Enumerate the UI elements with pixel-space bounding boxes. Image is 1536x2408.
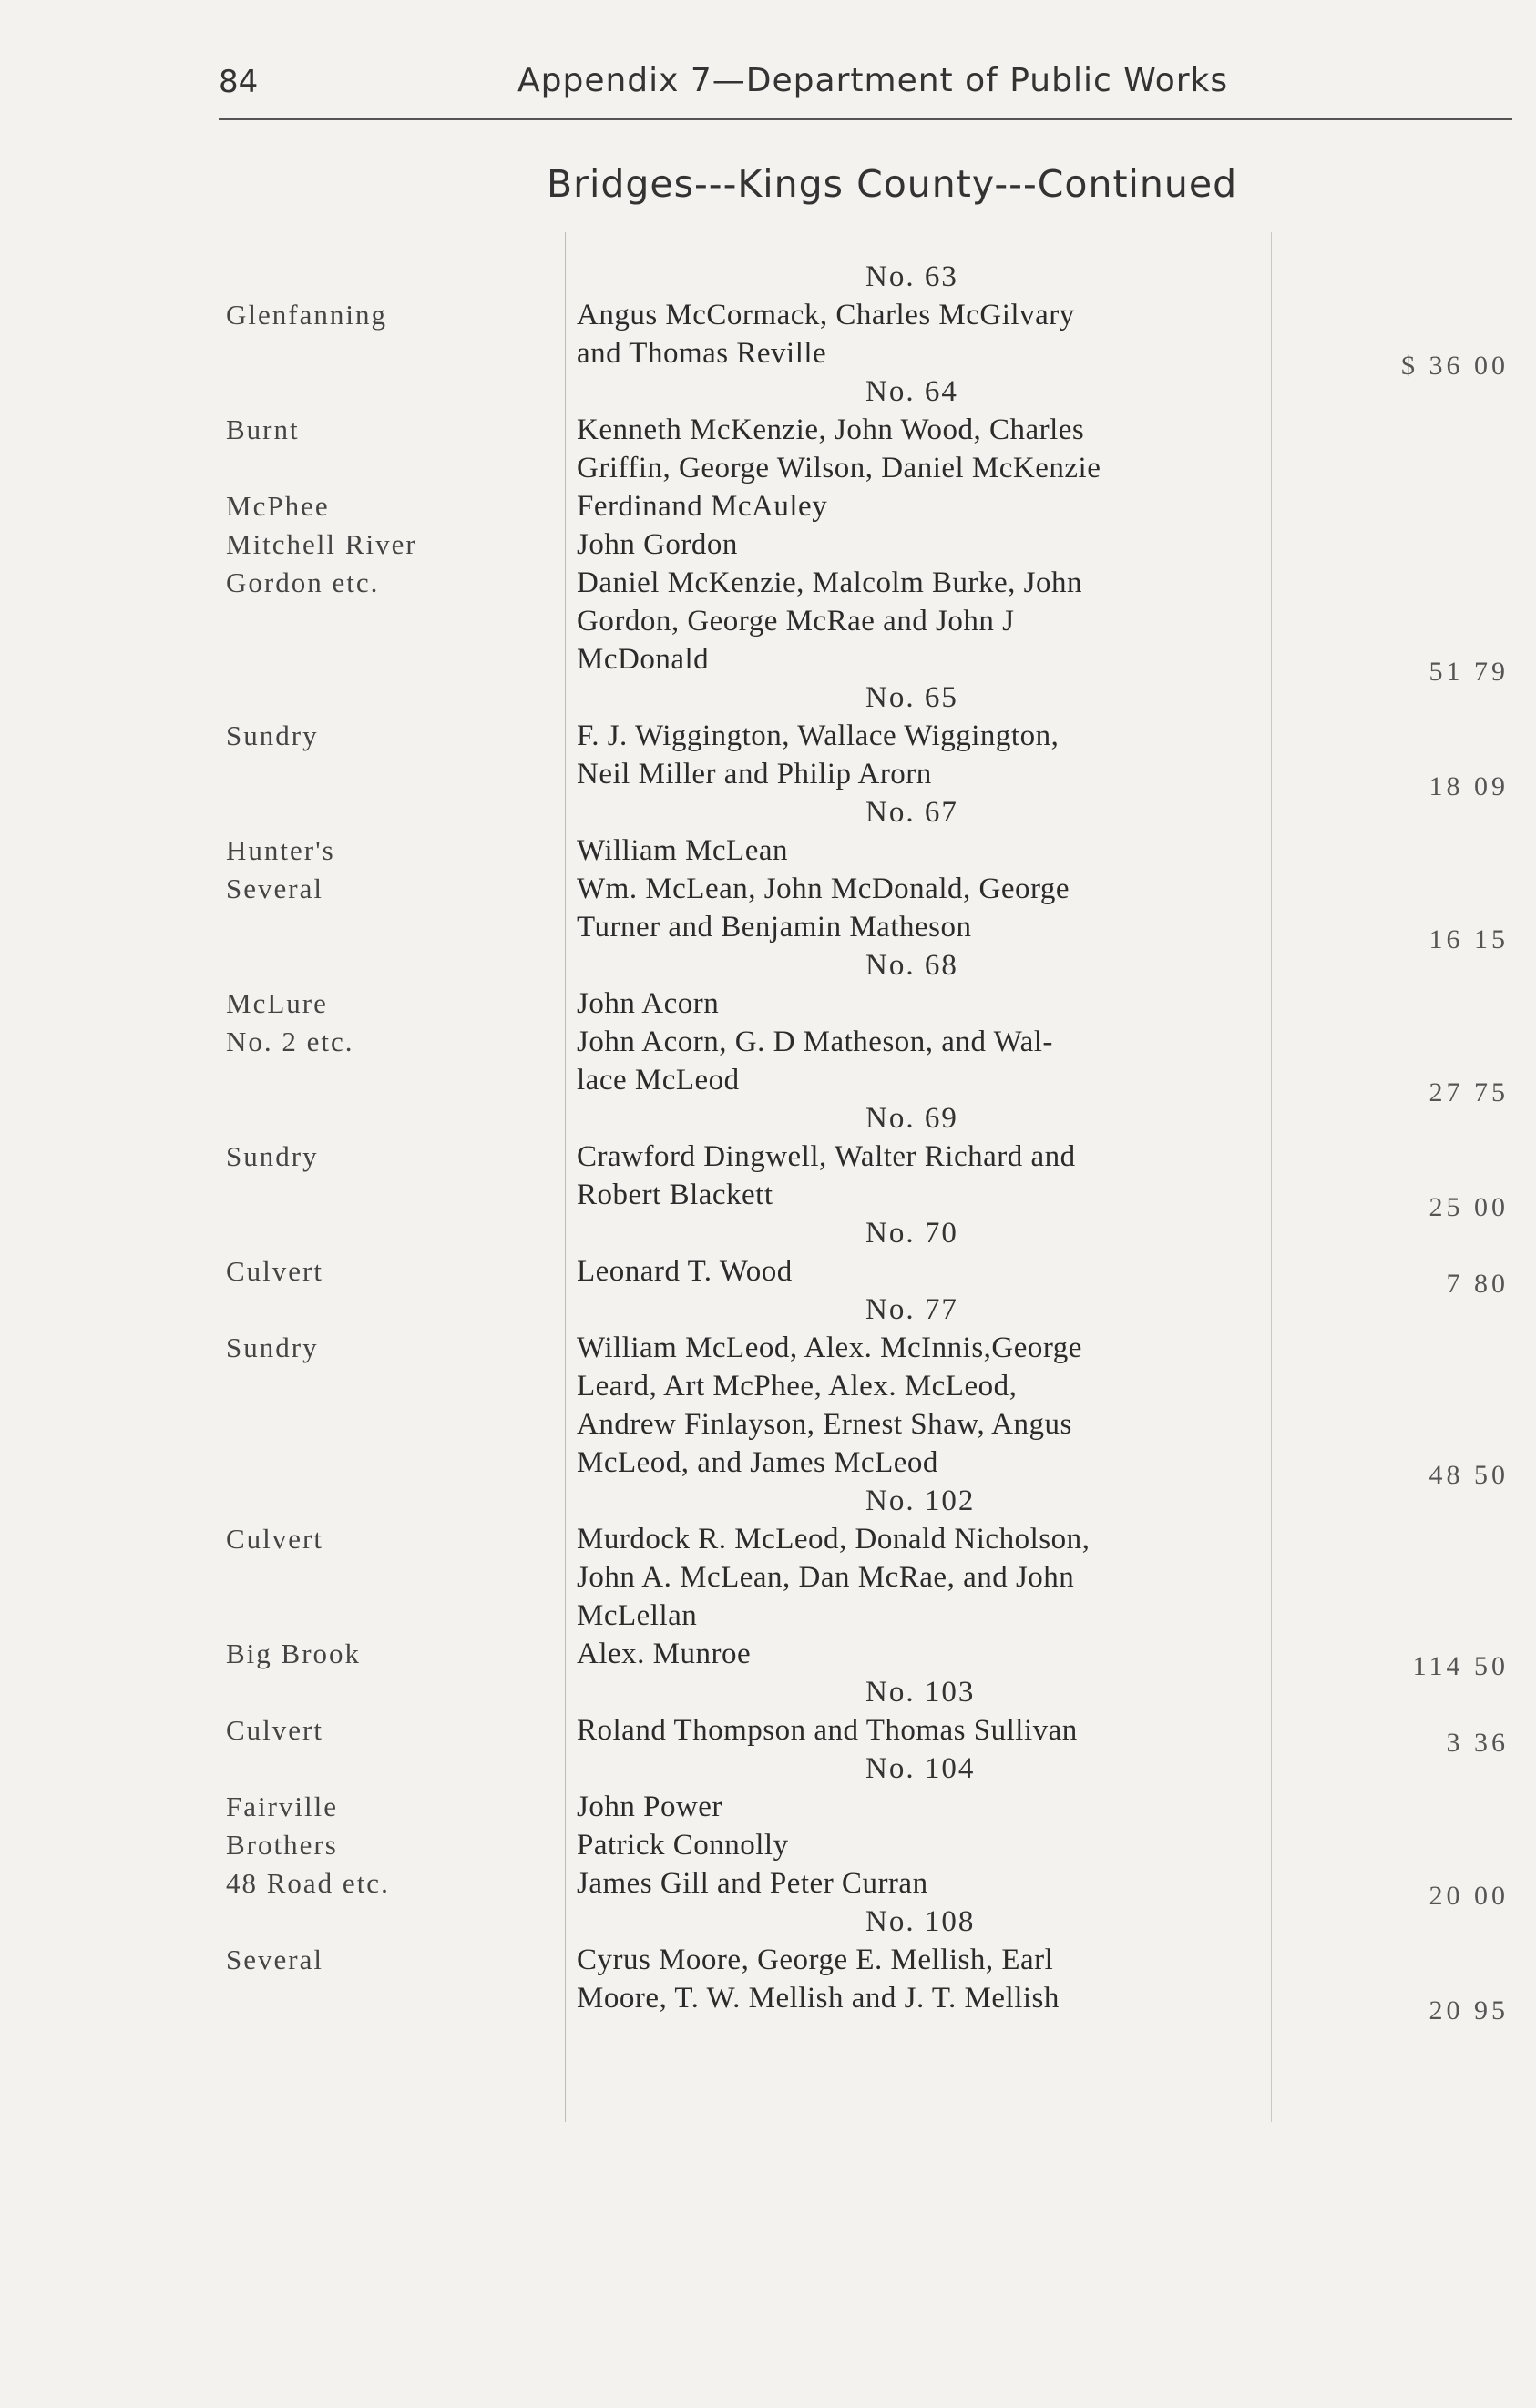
payment-amount: 20 95 [1428, 1995, 1509, 2025]
entry-line [0, 602, 1536, 640]
workers-names: and Thomas Reville [577, 337, 827, 370]
workers-names: Gordon, George McRae and John J [577, 605, 1015, 638]
entry-line [0, 717, 1536, 755]
payment-amount: $ 36 00 [1401, 351, 1509, 381]
workers-names: Neil Miller and Philip Arorn [577, 758, 932, 791]
entry-line [0, 487, 1536, 525]
workers-names: William McLeod, Alex. McInnis,George [577, 1332, 1082, 1364]
workers-names: John Acorn, G. D Matheson, and Wal- [577, 1025, 1053, 1058]
workers-names: Alex. Munroe [577, 1638, 752, 1670]
entry-number: No. 69 [865, 1102, 958, 1135]
workers-names: John A. McLean, Dan McRae, and John [577, 1561, 1075, 1594]
bridge-location: Burnt [226, 413, 300, 445]
bridge-location: Sundry [226, 1332, 319, 1363]
payment-amount: 18 09 [1428, 771, 1509, 801]
entry-line [0, 1176, 1536, 1222]
entry-line [0, 1138, 1536, 1176]
entry-line [0, 1520, 1536, 1558]
workers-names: John Acorn [577, 987, 720, 1020]
entry-number: No. 77 [865, 1293, 958, 1326]
payment-amount: 27 75 [1428, 1077, 1509, 1107]
workers-names: Cyrus Moore, George E. Mellish, Earl [577, 1944, 1054, 1976]
bridge-location: Several [226, 872, 323, 904]
payment-amount: 25 00 [1428, 1192, 1509, 1222]
entry-number: No. 108 [865, 1905, 976, 1938]
entry-line [0, 870, 1536, 908]
entry-line [0, 1864, 1536, 1911]
workers-names: Wm. McLean, John McDonald, George [577, 872, 1070, 905]
workers-names: Leonard T. Wood [577, 1255, 793, 1288]
entry-line [0, 1941, 1536, 1979]
bridge-location: Culvert [226, 1523, 323, 1555]
entry-line [0, 1558, 1536, 1597]
entry-number: No. 65 [865, 681, 958, 714]
bridge-location: Mitchell River [226, 528, 417, 560]
workers-names: lace McLeod [577, 1064, 740, 1097]
bridge-location: Fairville [226, 1791, 339, 1822]
workers-names: Griffin, George Wilson, Daniel McKenzie [577, 452, 1101, 485]
bridge-location: McPhee [226, 490, 330, 522]
workers-names: Andrew Finlayson, Ernest Shaw, Angus [577, 1408, 1072, 1441]
workers-names: Murdock R. McLeod, Donald Nicholson, [577, 1523, 1091, 1556]
entry-line [0, 411, 1536, 449]
entry-line [0, 1826, 1536, 1864]
header-divider [219, 118, 1512, 120]
entry-number: No. 63 [865, 260, 958, 293]
entry-line [0, 1252, 1536, 1299]
entry-line [0, 1405, 1536, 1444]
workers-names: McDonald [577, 643, 710, 676]
page-header-title: Appendix 7—Department of Public Works [517, 62, 1229, 99]
entry-line [0, 564, 1536, 602]
entry-line [0, 1979, 1536, 2025]
bridge-location: Several [226, 1944, 323, 1975]
workers-names: McLellan [577, 1599, 698, 1632]
workers-names: William McLean [577, 834, 789, 867]
payment-amount: 20 00 [1428, 1881, 1509, 1911]
entry-number: No. 104 [865, 1752, 976, 1785]
bridge-entry [0, 372, 1536, 687]
bridge-entry [0, 1214, 1536, 1299]
section-title: Bridges---Kings County---Continued [547, 162, 1238, 206]
bridge-entry [0, 1903, 1536, 2025]
workers-names: Robert Blackett [577, 1178, 773, 1211]
bridge-location: Big Brook [226, 1638, 362, 1669]
workers-names: F. J. Wiggington, Wallace Wiggington, [577, 719, 1060, 752]
workers-names: Moore, T. W. Mellish and J. T. Mellish [577, 1982, 1060, 2015]
page-number: 84 [219, 64, 259, 100]
workers-names: Angus McCormack, Charles McGilvary [577, 299, 1075, 332]
bridge-location: Hunter's [226, 834, 335, 866]
bridge-location: Glenfanning [226, 299, 387, 331]
bridge-location: Brothers [226, 1829, 338, 1861]
bridge-location: Sundry [226, 1140, 319, 1172]
entry-line [0, 296, 1536, 334]
payment-amount: 51 79 [1428, 657, 1509, 687]
bridge-location: 48 Road etc. [226, 1867, 390, 1899]
entry-line [0, 334, 1536, 381]
workers-names: Daniel McKenzie, Malcolm Burke, John [577, 566, 1083, 599]
bridge-entry [0, 258, 1536, 381]
bridge-entry [0, 1673, 1536, 1758]
bridge-location: Gordon etc. [226, 566, 380, 598]
payment-amount: 7 80 [1446, 1269, 1509, 1299]
bridge-location: Sundry [226, 719, 319, 751]
bridge-location: No. 2 etc. [226, 1025, 354, 1057]
bridge-location: McLure [226, 987, 328, 1019]
entry-number: No. 64 [865, 375, 958, 408]
entry-number: No. 102 [865, 1485, 976, 1517]
bridge-entry [0, 1291, 1536, 1490]
entry-line [0, 1788, 1536, 1826]
workers-names: Patrick Connolly [577, 1829, 789, 1862]
bridge-entries-list [0, 258, 1536, 2025]
payment-amount: 16 15 [1428, 924, 1509, 954]
entry-line [0, 525, 1536, 564]
entry-line [0, 1367, 1536, 1405]
payment-amount: 114 50 [1412, 1651, 1509, 1681]
entry-number: No. 103 [865, 1676, 976, 1709]
entry-line [0, 1711, 1536, 1758]
workers-names: McLeod, and James McLeod [577, 1446, 938, 1479]
workers-names: Leard, Art McPhee, Alex. McLeod, [577, 1370, 1018, 1403]
entry-line [0, 1023, 1536, 1061]
entry-line [0, 908, 1536, 954]
workers-names: James Gill and Peter Curran [577, 1867, 928, 1900]
workers-names: John Power [577, 1791, 722, 1823]
bridge-location: Culvert [226, 1714, 323, 1746]
entry-line [0, 832, 1536, 870]
entry-line [0, 449, 1536, 487]
entry-line [0, 1635, 1536, 1681]
bridge-entry [0, 1099, 1536, 1222]
payment-amount: 3 36 [1446, 1728, 1509, 1758]
bridge-location: Culvert [226, 1255, 323, 1287]
entry-line [0, 1597, 1536, 1635]
entry-line [0, 985, 1536, 1023]
payment-amount: 48 50 [1428, 1460, 1509, 1490]
workers-names: Crawford Dingwell, Walter Richard and [577, 1140, 1076, 1173]
bridge-entry [0, 1750, 1536, 1911]
workers-names: John Gordon [577, 528, 738, 561]
entry-line [0, 1061, 1536, 1107]
entry-line [0, 1329, 1536, 1367]
workers-names: Ferdinand McAuley [577, 490, 828, 523]
entry-number: No. 70 [865, 1217, 958, 1250]
bridge-entry [0, 946, 1536, 1107]
workers-names: Turner and Benjamin Matheson [577, 911, 972, 944]
workers-names: Kenneth McKenzie, John Wood, Charles [577, 413, 1085, 446]
entry-number: No. 67 [865, 796, 958, 829]
bridge-entry [0, 793, 1536, 954]
entry-line [0, 1444, 1536, 1490]
workers-names: Roland Thompson and Thomas Sullivan [577, 1714, 1078, 1747]
bridge-entry [0, 1482, 1536, 1681]
entry-line [0, 640, 1536, 687]
entry-line [0, 755, 1536, 801]
entry-number: No. 68 [865, 949, 958, 982]
bridge-entry [0, 679, 1536, 801]
